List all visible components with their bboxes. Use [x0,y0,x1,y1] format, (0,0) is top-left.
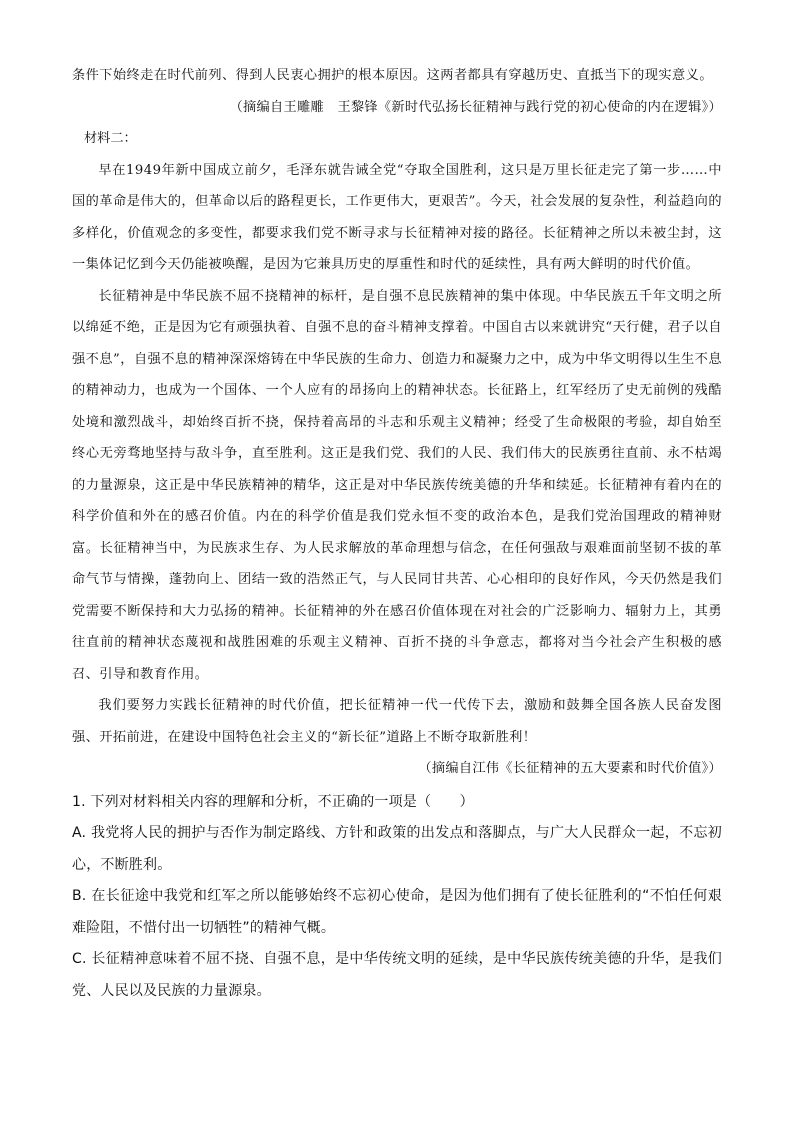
option-c: C. 长征精神意味着不屈不挠、自强不息，是中华传统文明的延续，是中华民族传统美德的升华，是我们党、人民以及民族的力量源泉。 [72,951,722,999]
question-block [72,787,722,1008]
question-stem: 1. 下列对材料相关内容的理解和分析，不正确的一项是（ ） [72,793,474,810]
material2-source: （摘编自江伟《长征精神的五大要素和时代价值》） [418,761,722,776]
material2-paragraph-1: 早在1949年新中国成立前夕，毛泽东就告诫全党“夺取全国胜利，这只是万里长征走完了第一步……中国的革命是伟大的，但革命以后的路程更长，工作更伟大，更艰苦”。今天，社会发展的复杂性，利益趋向的多样化，价值观念的多变性，都要求我们党不断寻求与长征精神对接的路径。长征精神之所以未被尘封，这一集体记忆到今天仍能被唤醒，是因为它兼具历史的厚重性和时代的延续性，具有两大鲜明的时代价值。 [72,162,722,272]
material1-source: （摘编自王雕雕 王黎锋《新时代弘扬长征精神与践行党的初心使命的内在逻辑》） [229,99,722,115]
material2-paragraph-3: 我们要努力实践长征精神的时代价值，把长征精神一代一代传下去，激励和鼓舞全国各族人民奋发图强、开拓前进，在建设中国特色社会主义的“新长征”道路上不断夺取新胜利！ [72,698,722,745]
document-page [72,60,722,1007]
material2-heading: 材料二： [84,131,137,146]
option-b: B. 在长征途中我党和红军之所以能够始终不忘初心使命，是因为他们拥有了使长征胜利的“不怕任何艰难险阻，不惜付出一切牺牲”的精神气概。 [72,888,722,936]
option-a: A. 我党将人民的拥护与否作为制定路线、方针和政策的出发点和落脚点，与广大人民群众一起，不忘初心，不断胜利。 [72,825,722,873]
material2-paragraph-2: 长征精神是中华民族不屈不挠精神的标杆，是自强不息民族精神的集中体现。中华民族五千年文明之所以绵延不绝，正是因为它有顽强执着、自强不息的奋斗精神支撑着。中国自古以来就讲究“天行健，君子以自强不息”，自强不息的精神深深熔铸在中华民族的生命力、创造力和凝聚力之中，成为中华文明得以生生不息的精神动力，也成为一个国体、一个人应有的昂扬向上的精神状态。长征路上，红军经历了史无前例的残酷处境和激烈战斗，却始终百折不挠，保持着高昂的斗志和乐观主义精神；经受了生命极限的考验，却自始至终心无旁骛地坚持与敌斗争，直至胜利。这正是我们党、我们的人民、我们伟大的民族勇往直前、永不枯竭的力量源泉，这正是中华民族精神的精华，这正是对中华民族传统美德的升华和续延。长征精神有着内在的科学价值和外在的感召价值。内在的科学价值是我们党永恒不变的政治本色，是我们党治国理政的精神财富。长征精神当中，为民族求生存、为人民求解放的革命理想与信念，在任何强敌与艰难面前坚韧不拔的革命气节与情操，蓬勃向上、团结一致的浩然正气，与人民同甘共苦、心心相印的良好作风，今天仍然是我们党需要不断保持和大力弘扬的精神。长征精神的外在感召价值体现在对社会的广泛影响力、辐射力上，其勇往直前的精神状态蔑视和战胜困难的乐观主义精神、百折不挠的斗争意志，都将对当今社会产生积极的感召、引导和教育作用。 [72,288,722,682]
material1-tail-paragraph: 条件下始终走在时代前列、得到人民衷心拥护的根本原因。这两者都具有穿越历史、直抵当下的现实意义。 [72,68,713,83]
